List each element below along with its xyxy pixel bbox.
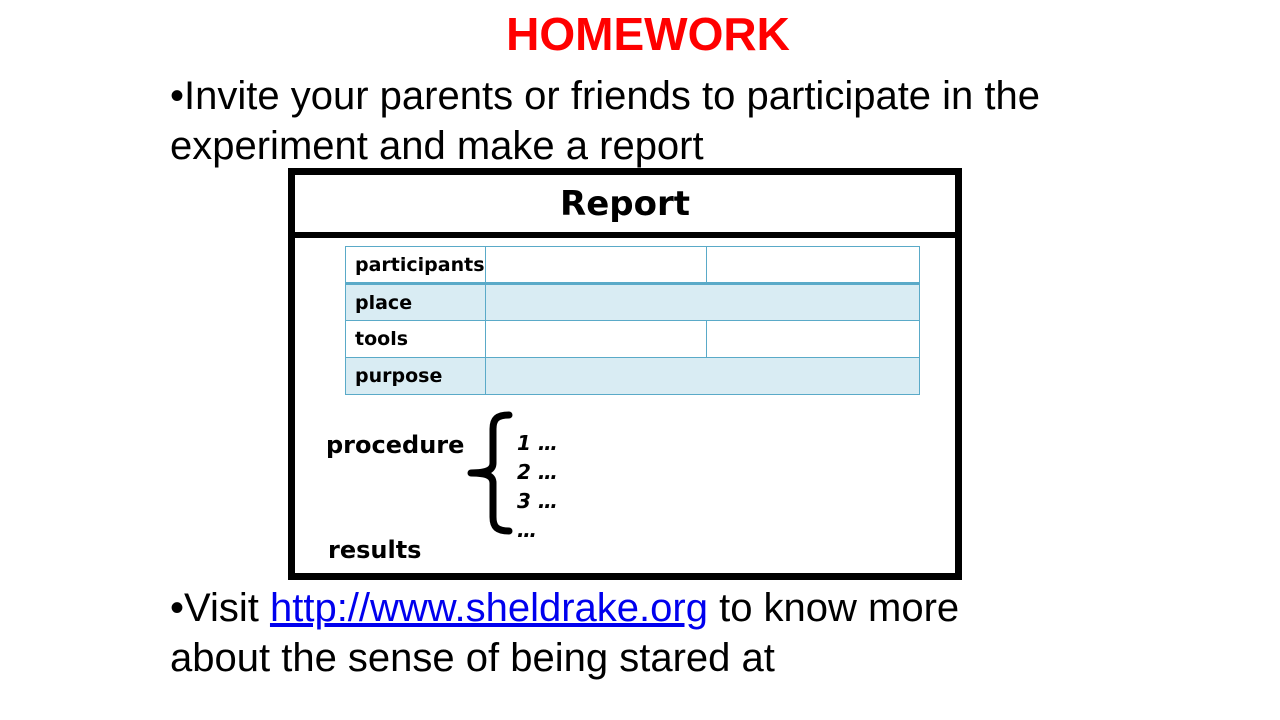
curly-brace-icon: [463, 411, 523, 535]
procedure-step: 2 …: [517, 460, 558, 484]
tools-cell-1: [485, 321, 707, 358]
place-cell: [485, 284, 919, 321]
report-template: [288, 168, 962, 580]
row-label-place: place: [346, 284, 486, 321]
procedure-steps: [517, 429, 558, 545]
procedure-step: …: [517, 518, 537, 542]
row-label-purpose: purpose: [346, 358, 486, 395]
bullet-visit: [170, 583, 959, 683]
procedure-step: 3 …: [517, 489, 558, 513]
bullet-visit-line1: [170, 583, 959, 633]
table-row-participants: [346, 247, 920, 284]
report-table: [345, 246, 920, 395]
table-row-purpose: [346, 358, 920, 395]
bullet-invite-line2: experiment and make a report: [170, 124, 704, 168]
participants-cell-1: [485, 247, 707, 284]
report-header: Report: [295, 175, 955, 238]
sheldrake-link[interactable]: http://www.sheldrake.org: [269, 586, 708, 630]
results-label: results: [328, 536, 422, 564]
bullet-invite: [170, 71, 1040, 171]
slide-title: HOMEWORK: [506, 8, 790, 60]
bullet-visit-suffix: to know more: [707, 586, 960, 630]
purpose-cell: [485, 358, 919, 395]
bullet-visit-prefix: •Visit: [170, 586, 270, 630]
procedure-label: procedure: [326, 431, 465, 459]
table-row-place: [346, 284, 920, 321]
bullet-invite-line1: •Invite your parents or friends to participate in the: [170, 74, 1041, 118]
bullet-visit-line2: about the sense of being stared at: [170, 636, 775, 680]
row-label-tools: tools: [346, 321, 486, 358]
tools-cell-2: [707, 321, 920, 358]
procedure-step: 1 …: [517, 431, 558, 455]
row-label-participants: participants: [346, 247, 486, 284]
table-row-tools: [346, 321, 920, 358]
participants-cell-2: [707, 247, 920, 284]
